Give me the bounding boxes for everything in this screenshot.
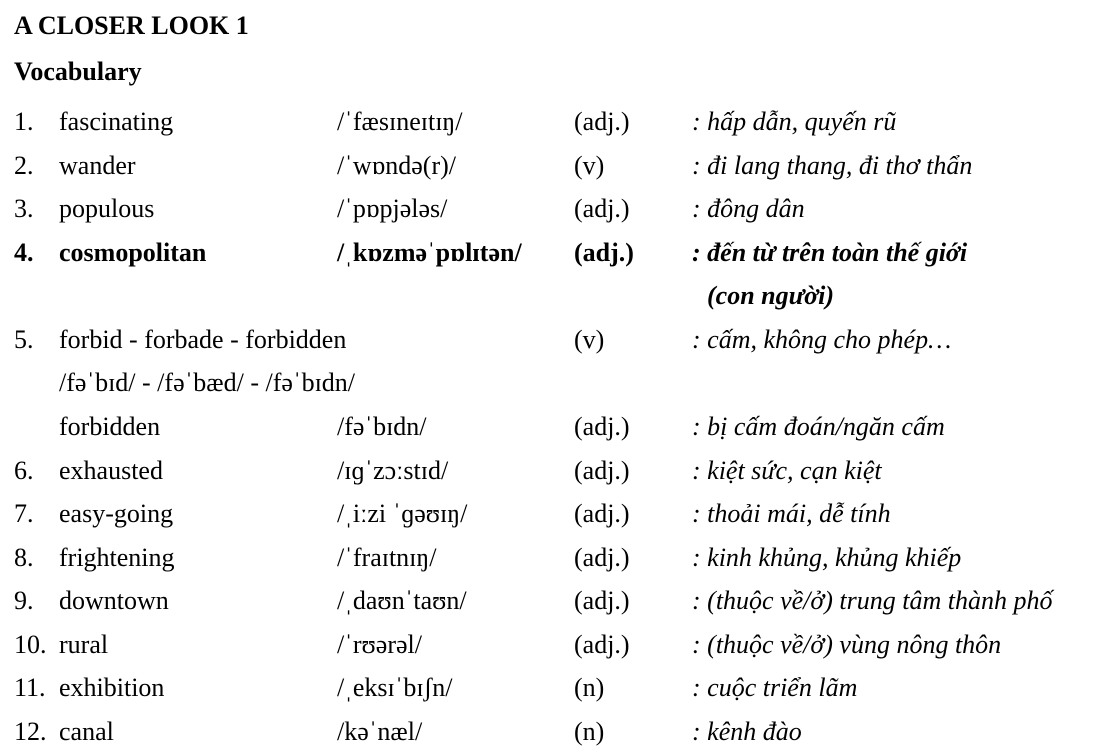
entry-pronunciation: /ˌeksɪˈbɪʃn/	[337, 673, 453, 702]
entry-word: easy-going	[59, 499, 174, 528]
entry-meaning: : (thuộc về/ở) trung tâm thành phố	[692, 586, 1053, 615]
entry-part-of-speech: (adj.)	[574, 194, 630, 223]
vocab-row	[0, 627, 1116, 663]
entry-pronunciation: /ˈfraɪtnɪŋ/	[337, 543, 437, 572]
entry-number: 2.	[14, 151, 34, 180]
entry-meaning: : đến từ trên toàn thế giới	[692, 238, 968, 267]
entry-number: 4.	[14, 238, 34, 267]
entry-word: wander	[59, 151, 136, 180]
entry-part-of-speech: (adj.)	[574, 456, 630, 485]
entry-number: 10.	[14, 630, 47, 659]
entry-meaning: : (thuộc về/ở) vùng nông thôn	[692, 630, 1002, 659]
entry-number: 11.	[14, 673, 46, 702]
entry-part-of-speech: (adj.)	[574, 412, 630, 441]
entry-pronunciation: /ɪɡˈzɔːstɪd/	[337, 456, 449, 485]
section-heading: Vocabulary	[14, 57, 142, 86]
entry-number: 6.	[14, 456, 34, 485]
vocab-row	[0, 496, 1116, 532]
vocab-row	[0, 540, 1116, 576]
entry-part-of-speech: (adj.)	[574, 586, 630, 615]
entry-pronunciation-continuation: /fəˈbɪd/ - /fəˈbæd/ - /fəˈbɪdn/	[59, 368, 356, 397]
entry-pronunciation: /kəˈnæl/	[337, 717, 423, 746]
entry-part-of-speech: (adj.)	[574, 238, 634, 267]
vocab-row	[0, 453, 1116, 489]
entry-number: 1.	[14, 107, 34, 136]
entry-number: 12.	[14, 717, 47, 746]
entry-pronunciation: /ˌdaʊnˈtaʊn/	[337, 586, 467, 615]
entry-part-of-speech: (v)	[574, 325, 605, 354]
vocab-row	[0, 670, 1116, 706]
entry-word: forbid - forbade - forbidden	[59, 325, 347, 354]
entry-number: 9.	[14, 586, 34, 615]
entry-meaning: : kiệt sức, cạn kiệt	[692, 456, 882, 485]
entry-part-of-speech: (adj.)	[574, 543, 630, 572]
entry-part-of-speech: (n)	[574, 717, 605, 746]
vocab-row	[0, 409, 1116, 445]
entry-pronunciation: /ˈfæsɪneɪtɪŋ/	[337, 107, 463, 136]
entry-pronunciation: /fəˈbɪdn/	[337, 412, 427, 441]
entry-meaning: : bị cấm đoán/ngăn cấm	[692, 412, 945, 441]
entry-word: downtown	[59, 586, 169, 615]
entry-meaning: : đi lang thang, đi thơ thẩn	[692, 151, 973, 180]
entry-meaning: : thoải mái, dễ tính	[692, 499, 891, 528]
entry-part-of-speech: (adj.)	[574, 107, 630, 136]
entry-word: rural	[59, 630, 109, 659]
entry-word: forbidden	[59, 412, 161, 441]
entry-part-of-speech: (adj.)	[574, 499, 630, 528]
entry-meaning: : cuộc triển lãm	[692, 673, 858, 702]
vocab-row	[0, 148, 1116, 184]
entry-part-of-speech: (adj.)	[574, 630, 630, 659]
entry-pronunciation: /ˌkɒzməˈpɒlɪtən/	[337, 238, 522, 267]
entry-meaning: : kinh khủng, khủng khiếp	[692, 543, 962, 572]
vocab-row	[0, 714, 1116, 750]
entry-meaning: : hấp dẫn, quyến rũ	[692, 107, 897, 136]
entry-pronunciation: /ˈwɒndə(r)/	[337, 151, 456, 180]
entry-meaning: : cấm, không cho phép…	[692, 325, 952, 354]
page-title: A CLOSER LOOK 1	[14, 11, 249, 40]
entry-part-of-speech: (v)	[574, 151, 605, 180]
entry-meaning: : kênh đào	[692, 717, 802, 746]
entry-part-of-speech: (n)	[574, 673, 605, 702]
entry-pronunciation: /ˈpɒpjələs/	[337, 194, 448, 223]
entry-pronunciation: /ˈrʊərəl/	[337, 630, 422, 659]
entry-word: frightening	[59, 543, 175, 572]
entry-pronunciation: /ˌiːzi ˈɡəʊɪŋ/	[337, 499, 468, 528]
entry-word: exhibition	[59, 673, 165, 702]
vocab-row	[0, 322, 1116, 358]
vocab-row	[0, 191, 1116, 227]
entry-meaning-continuation: (con người)	[707, 281, 835, 310]
entry-number: 8.	[14, 543, 34, 572]
entry-meaning: : đông dân	[692, 194, 805, 223]
entry-number: 3.	[14, 194, 34, 223]
entry-number: 5.	[14, 325, 34, 354]
entry-word: populous	[59, 194, 155, 223]
entry-word: cosmopolitan	[59, 238, 207, 267]
vocab-row-highlighted	[0, 235, 1116, 271]
entry-word: fascinating	[59, 107, 174, 136]
entry-word: canal	[59, 717, 114, 746]
entry-number: 7.	[14, 499, 34, 528]
entry-word: exhausted	[59, 456, 163, 485]
vocab-row	[0, 104, 1116, 140]
vocab-row	[0, 583, 1116, 619]
